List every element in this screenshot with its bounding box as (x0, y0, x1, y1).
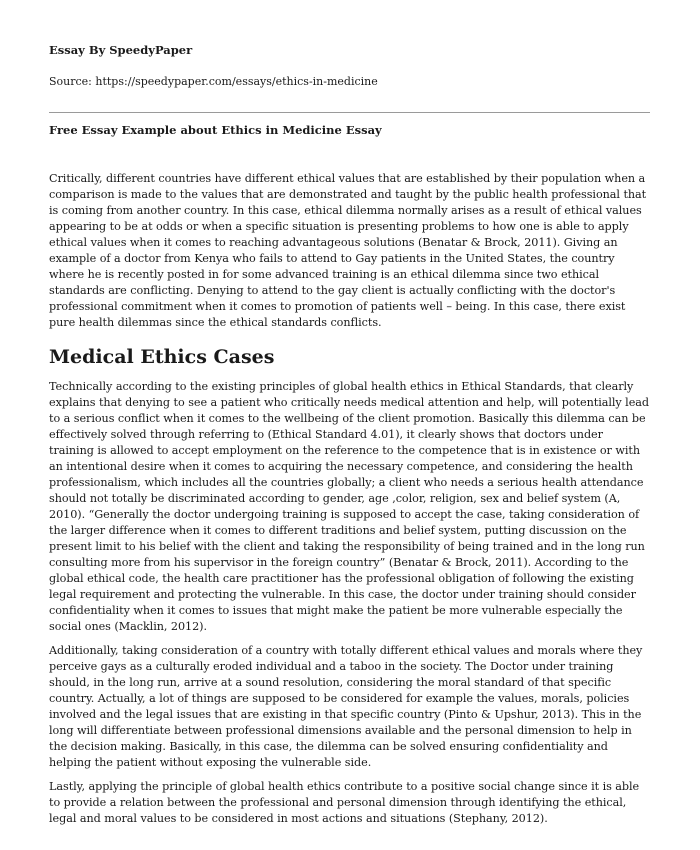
intro-paragraph: Critically, different countries have different ethical values that are established by their population when a comparison is made to the values that are demonstrated and taught by the public health professional that is coming from another country. In this case, ethical dilemma normally arises as a result of ethical values appearing to be at odds or when a specific situation is presenting problems to how one is able to apply ethical values when it comes to reaching advantageous solutions (Benatar & Brock, 2011). Giving an example of a doctor from Kenya who fails to attend to Gay patients in the United States, the country where he is recently posted in for some advanced training is an ethical dilemma since two ethical standards are conflicting. Denying to attend to the gay client is actually conflicting with the doctor's professional commitment when it comes to promotion of patients well – being. In this case, there exist pure health dilemmas since the ethical standards conflicts. (49, 172, 647, 329)
header-divider (49, 112, 650, 113)
section-paragraph-2: Additionally, taking consideration of a country with totally different ethical values and morals where they perceive gays as a culturally eroded individual and a taboo in the society. The Doctor under training should, in the long run, arrive at a sound resolution, considering the moral standard of that specific country. Actually, a lot of things are supposed to be considered for example the values, morals, policies involved and the legal issues that are existing in that specific country (Pinto & Upshur, 2013). This in the long will differentiate between professional dimensions available and the personal dimension to help in the decision making. Basically, in this case, the dilemma can be solved ensuring confidentiality and helping the patient without exposing the vulnerable side. (49, 644, 643, 769)
section-paragraph-1: Technically according to the existing principles of global health ethics in Ethical Standards, that clearly explains that denying to see a patient who critically needs medical attention and help, will potentially lead to a serious conflict when it comes to the wellbeing of the client promotion. Basically this dilemma can be effectively solved through referring to (Ethical Standard 4.01), it clearly shows that doctors under training is allowed to accept employment on the reference to the competence that is in existence or with an intentional desire when it comes to acquiring the necessary competence, and considering the health professionalism, which includes all the countries globally; a client who needs a serious health attendance should not totally be discriminated according to gender, age ,color, religion, sex and belief system (A, 2010). “Generally the doctor undergoing training is supposed to accept the case, taking consideration of the larger difference when it comes to different traditions and belief system, putting discussion on the present limit to his belief with the client and taking the responsibility of being trained and in the long run consulting more from his supervisor in the foreign country” (Benatar & Brock, 2011). According to the global ethical code, the health care practitioner has the professional obligation of following the existing legal requirement and protecting the vulnerable. In this case, the doctor under training should consider confidentiality when it comes to issues that might make the patient be more vulnerable especially the social ones (Macklin, 2012). (49, 380, 650, 633)
section-heading: Medical Ethics Cases (49, 346, 275, 368)
section-paragraph-3: Lastly, applying the principle of global health ethics contribute to a positive social change since it is able to provide a relation between the professional and personal dimension through identifying the ethical, legal and moral values to be considered in most actions and situations (Stephany, 2012). (49, 780, 640, 825)
document-header-title: Essay By SpeedyPaper (49, 43, 193, 57)
essay-title: Free Essay Example about Ethics in Medicine Essay (49, 123, 382, 137)
document-source-line: Source: https://speedypaper.com/essays/ethics-in-medicine (49, 75, 378, 88)
